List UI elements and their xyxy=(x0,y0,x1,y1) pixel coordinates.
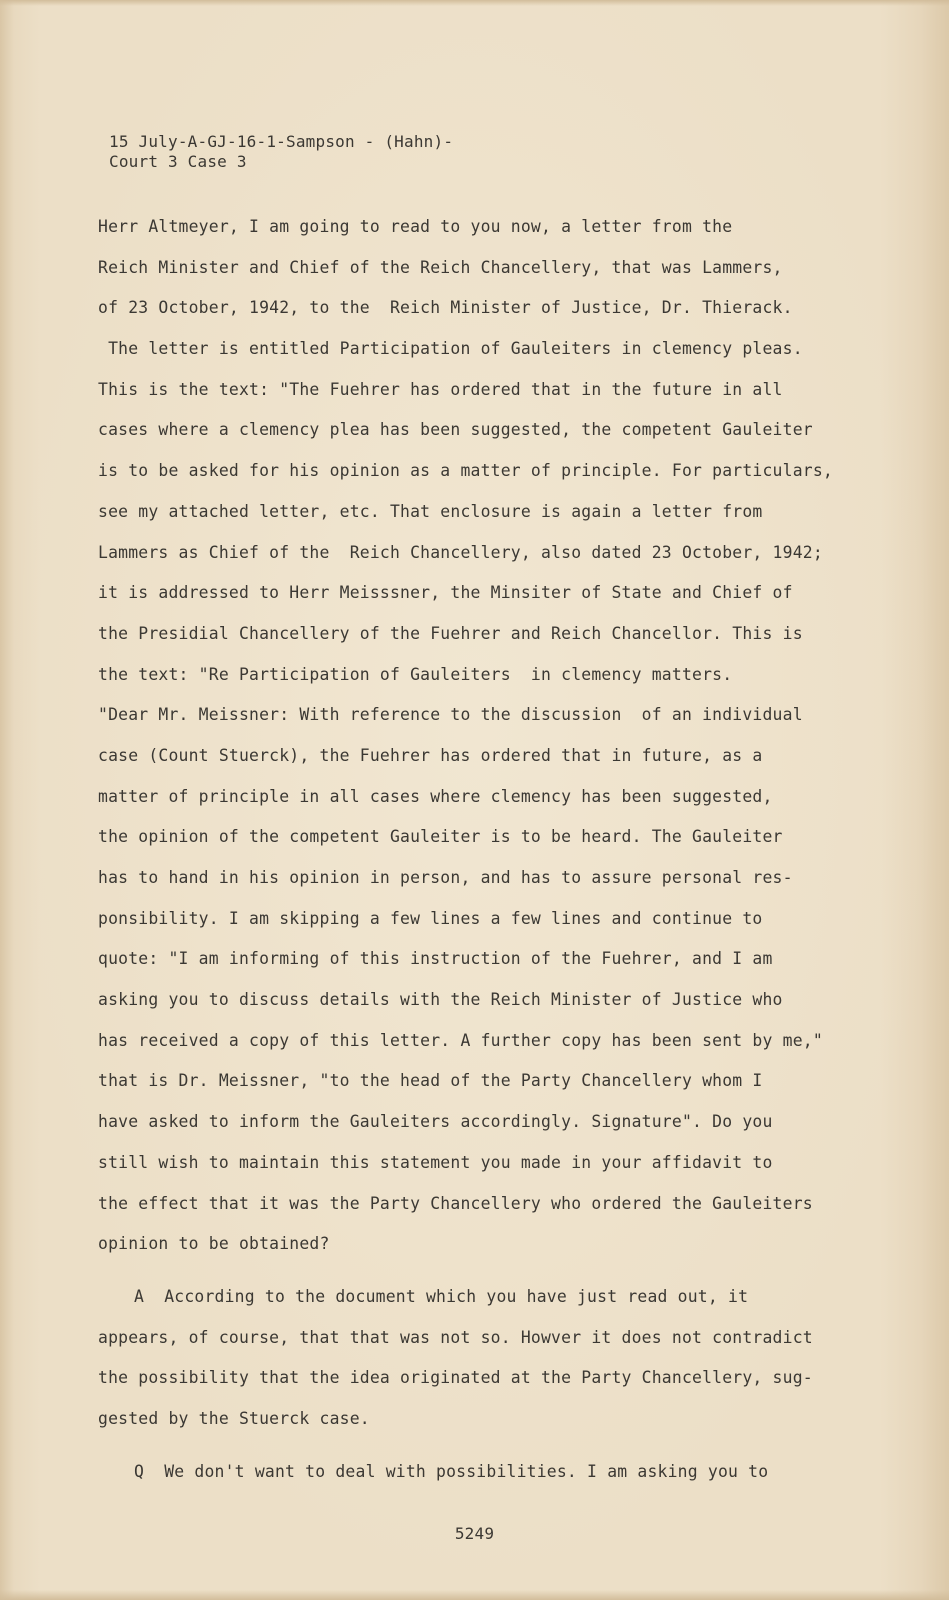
page-bottom-edge xyxy=(0,1590,949,1600)
paragraph-question xyxy=(98,1457,858,1498)
text-line: the Presidial Chancellery of the Fuehrer and Reich Chancellor. This is xyxy=(98,623,803,643)
text-line: have asked to inform the Gauleiters accordingly. Signature". Do you xyxy=(98,1112,773,1132)
text-line: case (Count Stuerck), the Fuehrer has ordered that in future, as a xyxy=(98,745,763,765)
text-line: see my attached letter, etc. That enclosure is again a letter from xyxy=(98,501,763,521)
text-line: Herr Altmeyer, I am going to read to you now, a letter from the xyxy=(98,217,733,236)
document-header xyxy=(109,132,453,172)
paragraph-1 xyxy=(98,212,858,1270)
text-line: that is Dr. Meissner, "to the head of the Party Chancellery whom I xyxy=(98,1071,763,1091)
text-line: asking you to discuss details with the Reich Minister of Justice who xyxy=(98,990,783,1010)
paragraph-gap xyxy=(98,1445,858,1457)
text-line: Lammers as Chief of the Reich Chancellery, also dated 23 October, 1942; xyxy=(98,542,823,562)
text-line: A According to the document which you have just read out, it xyxy=(134,1286,749,1306)
text-line: cases where a clemency plea has been suggested, the competent Gauleiter xyxy=(98,420,813,440)
page-top-edge xyxy=(0,0,949,6)
text-line: of 23 October, 1942, to the Reich Minister of Justice, Dr. Thierack. xyxy=(98,298,793,318)
text-line: matter of principle in all cases where clemency has been suggested, xyxy=(98,786,773,806)
text-line: the possibility that the idea originated at the Party Chancellery, sug- xyxy=(98,1368,813,1388)
text-line: ponsibility. I am skipping a few lines a few lines and continue to xyxy=(98,908,763,928)
text-line: the effect that it was the Party Chancellery who ordered the Gauleiters xyxy=(98,1193,813,1213)
text-line: has received a copy of this letter. A further copy has been sent by me," xyxy=(98,1030,823,1050)
text-line: it is addressed to Herr Meisssner, the Minsiter of State and Chief of xyxy=(98,583,793,603)
text-line: This is the text: "The Fuehrer has ordered that in the future in all xyxy=(98,379,783,399)
header-line-1: 15 July-A-GJ-16-1-Sampson - (Hahn)- xyxy=(109,132,454,151)
text-line: still wish to maintain this statement you made in your affidavit to xyxy=(98,1152,773,1172)
paragraph-gap xyxy=(98,1270,858,1282)
header-line-2: Court 3 Case 3 xyxy=(109,152,247,171)
text-line: the opinion of the competent Gauleiter is to be heard. The Gauleiter xyxy=(98,827,783,847)
text-line: The letter is entitled Participation of Gauleiters in clemency pleas. xyxy=(98,339,803,359)
text-line: the text: "Re Participation of Gauleiters in clemency matters. xyxy=(98,664,733,684)
text-line: appears, of course, that that was not so. Howver it does not contradict xyxy=(98,1327,813,1347)
text-line: Reich Minister and Chief of the Reich Chancellery, that was Lammers, xyxy=(98,257,783,277)
text-line: quote: "I am informing of this instruction of the Fuehrer, and I am xyxy=(98,949,773,969)
transcript-body xyxy=(98,212,858,1497)
text-line: opinion to be obtained? xyxy=(98,1234,330,1254)
text-line: gested by the Stuerck case. xyxy=(98,1408,370,1428)
page-number: 5249 xyxy=(454,1524,495,1543)
text-line: is to be asked for his opinion as a matter of principle. For particulars, xyxy=(98,461,833,481)
text-line: "Dear Mr. Meissner: With reference to the discussion of an individual xyxy=(98,705,803,725)
text-line: has to hand in his opinion in person, and has to assure personal res- xyxy=(98,868,793,887)
text-line: Q We don't want to deal with possibilities. I am asking you to xyxy=(134,1461,769,1481)
paragraph-answer xyxy=(98,1282,858,1445)
